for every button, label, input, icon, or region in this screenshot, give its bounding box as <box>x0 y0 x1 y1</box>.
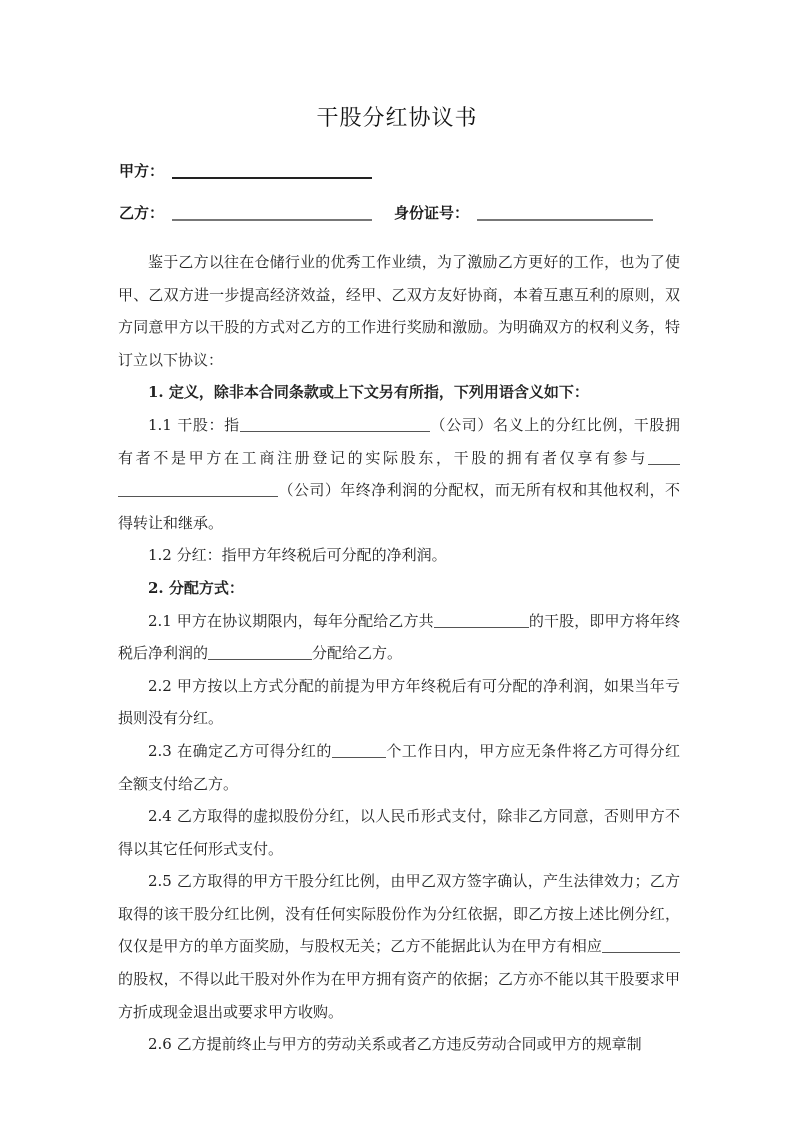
clause-number: 2.3 <box>148 741 172 760</box>
clause-text: 乙方取得的虚拟股份分红，以人民币形式支付，除非乙方同意，否则甲方不得以其它任何形式支付。 <box>118 807 680 858</box>
id-number-row <box>394 202 653 223</box>
blank-share-amount[interactable] <box>434 611 529 628</box>
blank-profit-ratio[interactable] <box>208 643 312 660</box>
clause-2-5 <box>118 865 680 1028</box>
clause-1-2 <box>118 539 680 572</box>
clause-text: （公司）名义上的分红比例，干股拥有者不是甲方在工商注册登记的实际股东，干股的拥有者仅享有参与 <box>118 415 680 467</box>
party-b-row <box>119 202 372 223</box>
party-b-label: 乙方： <box>119 204 165 222</box>
clause-number: 1.1 <box>148 415 172 434</box>
clause-text: 乙方取得的甲方干股分红比例，由甲乙双方签字确认，产生法律效力；乙方取得的该干股分红比例，没有任何实际股份作为分红依据，即乙方按上述比例分红，仅仅是甲方的单方面奖励，与股权无关；乙方不能据此认为在甲方有相应 <box>118 872 680 956</box>
clause-2-2 <box>118 670 680 735</box>
section-2-heading: 2. 分配方式： <box>148 578 244 597</box>
section-1-heading: 1. 定义，除非本合同条款或上下文另有所指，下列用语含义如下： <box>148 383 589 402</box>
clause-text: 分红：指甲方年终税后可分配的净利润。 <box>176 546 447 565</box>
blank-company-name-2a[interactable] <box>648 448 680 465</box>
clause-number: 2.5 <box>148 872 172 891</box>
clause-number: 2.6 <box>148 1035 172 1054</box>
document-title: 干股分红协议书 <box>316 106 478 131</box>
party-a-row <box>119 160 372 181</box>
clause-text: 甲方按以上方式分配的前提为甲方年终税后有可分配的净利润，如果当年亏损则没有分红。 <box>118 676 680 728</box>
clause-1-1 <box>118 409 680 539</box>
blank-company-name[interactable] <box>240 415 430 432</box>
clause-2-4 <box>118 800 680 865</box>
clause-text: 个工作日内，甲方应无条件将乙方可得分红全额支付给乙方。 <box>118 741 680 793</box>
preamble-paragraph: 鉴于乙方以往在仓储行业的优秀工作业绩，为了激励乙方更好的工作，也为了使甲、乙双方进一步提高经济效益，经甲、乙双方友好协商，本着互惠互利的原则，双方同意甲方以干股的方式对乙方的工作进行奖励和激励。为明确双方的权利义务，特订立以下协议： <box>118 253 680 369</box>
clause-2-1 <box>118 605 680 670</box>
clause-text: （公司）年终净利润的分配权，而无所有权和其他权利，不得转让和继承。 <box>118 481 680 532</box>
id-number-label: 身份证号： <box>394 204 470 222</box>
clause-text: 的股权，不得以此干股对外作为在甲方拥有资产的依据；乙方亦不能以其干股要求甲方折成现金退出或要求甲方收购。 <box>118 970 680 1021</box>
clause-text: 分配给乙方。 <box>312 644 403 663</box>
clause-number: 2.2 <box>148 676 172 695</box>
party-a-field[interactable] <box>172 177 372 179</box>
clause-number: 2.4 <box>148 807 172 826</box>
clause-text: 的干股，即甲方将年终税后净利润的 <box>118 611 680 663</box>
clause-text: 干股：指 <box>177 415 240 434</box>
id-number-field[interactable] <box>477 219 653 221</box>
blank-working-days[interactable] <box>332 741 386 758</box>
clause-number: 2.1 <box>148 611 172 630</box>
clause-text: 甲方在协议期限内，每年分配给乙方共 <box>176 611 434 630</box>
clause-text: 在确定乙方可得分红的 <box>177 741 332 760</box>
party-a-label: 甲方： <box>119 162 165 180</box>
clause-2-3 <box>118 735 680 800</box>
clause-number: 1.2 <box>148 546 172 565</box>
party-b-field[interactable] <box>172 219 372 221</box>
clause-text: 乙方提前终止与甲方的劳动关系或者乙方违反劳动合同或甲方的规章制 <box>176 1035 642 1054</box>
clause-2-6 <box>118 1028 680 1061</box>
blank-company-name-2b[interactable] <box>118 480 278 497</box>
document-body <box>118 246 680 1061</box>
blank-equity[interactable] <box>602 936 680 953</box>
